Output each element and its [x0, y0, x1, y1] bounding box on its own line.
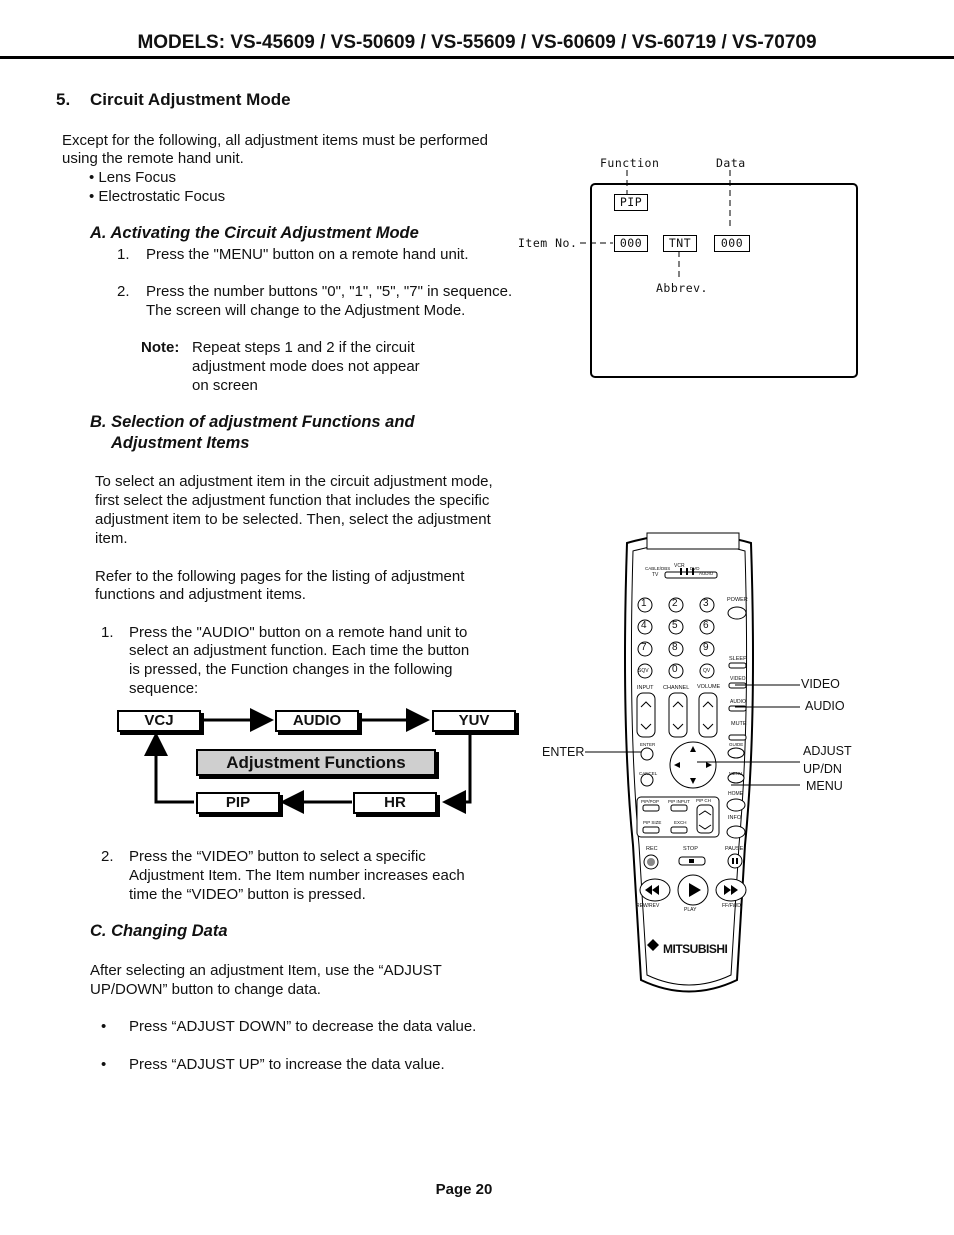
- callout-updn: UP/DN: [803, 762, 842, 776]
- part-b-p1-line3: adjustment item to be selected. Then, select the adjustment: [95, 511, 491, 528]
- part-b-step1-line3: is pressed, the Function changes in the following: [129, 661, 453, 678]
- remote-video-label: VIDEO: [730, 676, 746, 682]
- part-b-p2-line1: Refer to the following pages for the listing of adjustment: [95, 568, 465, 585]
- callout-adjust: ADJUST: [803, 744, 852, 758]
- remote-key-7[interactable]: 7: [641, 642, 647, 653]
- screen-function-label: Function: [600, 156, 660, 170]
- remote-key-2[interactable]: 2: [672, 598, 678, 609]
- remote-key-sqv[interactable]: SQV: [638, 668, 649, 674]
- remote-stop-label: STOP: [683, 846, 698, 852]
- remote-cancel-label: CANCEL: [639, 771, 658, 776]
- remote-home-label: HOME: [728, 791, 743, 797]
- part-c-bullet1: Press “ADJUST DOWN” to decrease the data value.: [129, 1018, 477, 1035]
- callout-video: VIDEO: [801, 677, 840, 691]
- part-b-p2-line2: functions and adjustment items.: [95, 586, 306, 603]
- part-b-p1-line1: To select an adjustment item in the circuit adjustment mode,: [95, 473, 493, 490]
- screen-leader-lines: [580, 170, 860, 290]
- part-c-title: C. Changing Data: [90, 922, 228, 940]
- remote-key-4[interactable]: 4: [641, 620, 647, 631]
- intro-bullet-2: • Electrostatic Focus: [89, 188, 226, 205]
- note-label: Note:: [141, 339, 180, 356]
- part-b-step1-line2: select an adjustment function. Each time the button: [129, 642, 470, 659]
- part-b-p1-line4: item.: [95, 530, 128, 547]
- note-line-3: on screen: [192, 377, 258, 394]
- screen-abbrev-label: Abbrev.: [656, 281, 708, 295]
- flow-pip: PIP: [196, 792, 280, 814]
- intro-bullet-1: • Lens Focus: [89, 169, 176, 186]
- section-title: Circuit Adjustment Mode: [90, 90, 291, 109]
- part-b-step1-line1: Press the "AUDIO" button on a remote hand unit to: [129, 624, 468, 641]
- page-header: MODELS: VS-45609 / VS-50609 / VS-55609 / VS-60609 / VS-60719 / VS-70709: [137, 32, 817, 53]
- remote-play-label: PLAY: [684, 907, 697, 913]
- note-line-1: Repeat steps 1 and 2 if the circuit: [192, 339, 415, 356]
- note-line-2: adjustment mode does not appear: [192, 358, 420, 375]
- remote-audio-label: AUDIO: [730, 699, 746, 705]
- remote-exch-label: EXCH: [674, 820, 687, 825]
- screen-data-label: Data: [716, 156, 746, 170]
- part-b-step2-line3: time the “VIDEO” button is pressed.: [129, 886, 366, 903]
- flow-yuv: YUV: [432, 710, 516, 732]
- intro-line-1: Except for the following, all adjustment items must be performed: [62, 132, 489, 149]
- part-c-bullet2-mark: •: [101, 1056, 107, 1073]
- part-c-line2: UP/DOWN” button to change data.: [90, 981, 321, 998]
- remote-pippop-label: PIP/POP: [641, 799, 660, 804]
- flow-audio: AUDIO: [275, 710, 359, 732]
- flow-adjustment-functions: Adjustment Functions: [196, 749, 436, 776]
- remote-pipsize-label: PIP SIZE: [643, 820, 662, 825]
- callout-menu: MENU: [806, 779, 843, 793]
- remote-key-8[interactable]: 8: [672, 642, 678, 653]
- remote-guide-label: GUIDE: [729, 742, 744, 747]
- remote-audio-switch-label: AUDIO: [699, 571, 714, 576]
- screen-item-value: 000: [614, 235, 648, 252]
- screen-function-value: PIP: [614, 194, 648, 211]
- remote-vcr-label: VCR: [674, 563, 685, 569]
- remote-pause-label: PAUSE: [725, 846, 744, 852]
- remote-rec-label: REC: [646, 846, 658, 852]
- remote-mute-label: MUTE: [731, 721, 747, 727]
- screen-data-value: 000: [714, 235, 750, 252]
- part-c-bullet1-mark: •: [101, 1018, 107, 1035]
- remote-callout-lines: [585, 670, 805, 800]
- page-number: Page 20: [435, 1181, 493, 1198]
- callout-enter: ENTER: [542, 745, 585, 759]
- screen-abbrev-value: TNT: [663, 235, 697, 252]
- flow-hr: HR: [353, 792, 437, 814]
- part-b-p1-line2: first select the adjustment function that includes the specific: [95, 492, 490, 509]
- remote-menu-label: MENU: [729, 771, 743, 776]
- part-b-title-line1: B. Selection of adjustment Functions and: [90, 413, 415, 431]
- part-b-title-line2: Adjustment Items: [111, 434, 250, 452]
- screen-item-label: Item No.: [518, 236, 578, 250]
- remote-key-0[interactable]: 0: [672, 664, 678, 675]
- part-a-step2-line2: The screen will change to the Adjustment Mode.: [146, 302, 466, 319]
- part-b-step2-line1: Press the “VIDEO” button to select a specific: [129, 848, 426, 865]
- part-a-step1: Press the "MENU" button on a remote hand unit.: [146, 246, 469, 263]
- section-number: 5.: [56, 90, 71, 109]
- remote-pipch-label: PIP CH: [696, 798, 711, 803]
- remote-channel-label: CHANNEL: [663, 685, 690, 691]
- remote-pipinput-label: PIP INPUT: [668, 799, 690, 804]
- remote-key-6[interactable]: 6: [703, 620, 709, 631]
- header-rule: [0, 56, 954, 59]
- intro-line-2: using the remote hand unit.: [62, 150, 244, 167]
- callout-audio: AUDIO: [805, 699, 845, 713]
- part-a-step1-num: 1.: [117, 246, 130, 263]
- remote-info-label: INFO: [728, 815, 742, 821]
- remote-key-5[interactable]: 5: [672, 620, 678, 631]
- remote-cable-label: CABLE/DBS: [645, 566, 671, 571]
- remote-power-label: POWER: [727, 597, 748, 603]
- remote-key-1[interactable]: 1: [641, 598, 647, 609]
- part-b-step1-num: 1.: [101, 624, 114, 641]
- remote-rew-label: REW/REV: [636, 903, 660, 909]
- flow-vcj: VCJ: [117, 710, 201, 732]
- part-a-title: A. Activating the Circuit Adjustment Mode: [90, 224, 419, 242]
- remote-sleep-label: SLEEP: [729, 656, 747, 662]
- remote-key-3[interactable]: 3: [703, 598, 709, 609]
- remote-brand: MITSUBISHI: [663, 942, 728, 956]
- part-b-step2-line2: Adjustment Item. The Item number increases each: [129, 867, 465, 884]
- remote-key-9[interactable]: 9: [703, 642, 709, 653]
- part-b-step2-num: 2.: [101, 848, 114, 865]
- part-a-step2-num: 2.: [117, 283, 130, 300]
- part-c-bullet2: Press “ADJUST UP” to increase the data value.: [129, 1056, 445, 1073]
- remote-input-label: INPUT: [637, 685, 654, 691]
- part-b-step1-line4: sequence:: [129, 680, 199, 697]
- part-c-line1: After selecting an adjustment Item, use the “ADJUST: [90, 962, 442, 979]
- remote-enter-label: ENTER: [640, 742, 656, 747]
- remote-tv-label: TV: [652, 572, 659, 578]
- remote-dvd-label: DVD: [690, 566, 700, 571]
- remote-ff-label: FF/FWD: [722, 903, 741, 909]
- remote-key-qv[interactable]: QV: [703, 668, 711, 674]
- part-a-step2-line1: Press the number buttons "0", "1", "5", "7" in sequence.: [146, 283, 513, 300]
- remote-volume-label: VOLUME: [697, 684, 721, 690]
